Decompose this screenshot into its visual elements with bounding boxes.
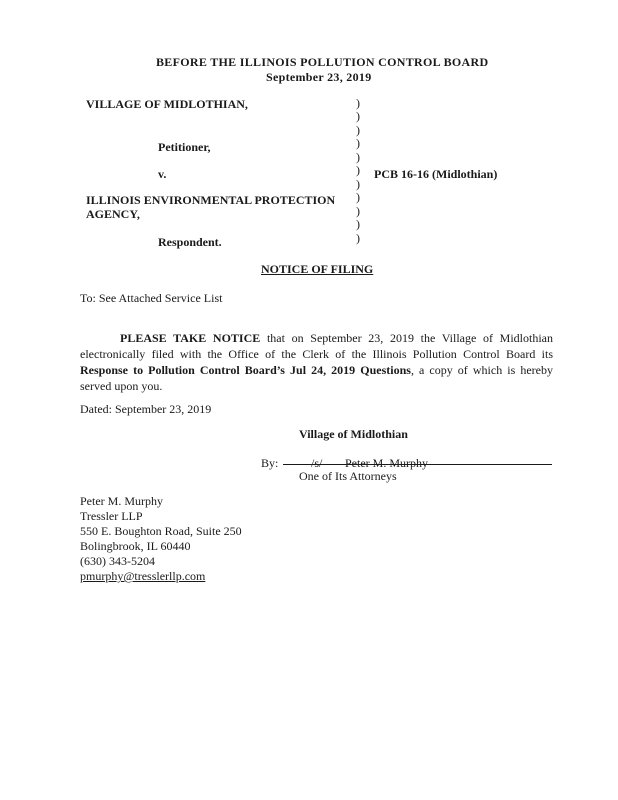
caption-paren-1: ) [356,96,360,110]
dated-line: Dated: September 23, 2019 [80,402,212,416]
please-take-notice: PLEASE TAKE NOTICE [120,331,261,345]
notice-body-part2: , a copy of which is hereby served upon you. [80,363,553,393]
signature-role: One of Its Attorneys [299,469,397,483]
header-date: September 23, 2019 [266,70,372,84]
petitioner-label: Petitioner, [158,140,211,154]
to-line: To: See Attached Service List [80,291,223,305]
respondent-name-line1: ILLINOIS ENVIRONMENTAL PROTECTION [86,193,336,207]
caption-paren-8: ) [356,190,360,204]
respondent-name-line2: AGENCY, [86,207,140,221]
notice-title: NOTICE OF FILING [261,262,374,276]
attorney-email-link[interactable]: pmurphy@tresslerllp.com [80,569,206,583]
caption-paren-11: ) [356,231,360,245]
caption-paren-3: ) [356,123,360,137]
signature-name: Peter M. Murphy [345,456,428,470]
caption-paren-10: ) [356,217,360,231]
caption-paren-9: ) [356,204,360,218]
signature-party: Village of Midlothian [299,427,408,441]
attorney-city: Bolingbrook, IL 60440 [80,539,191,553]
caption-paren-2: ) [356,109,360,123]
notice-paragraph [80,330,553,394]
attorney-name: Peter M. Murphy [80,494,163,508]
petitioner-name: VILLAGE OF MIDLOTHIAN, [86,97,248,111]
caption-paren-4: ) [356,136,360,150]
signature-line [283,464,552,465]
case-number: PCB 16-16 (Midlothian) [374,167,498,181]
attorney-address: 550 E. Boughton Road, Suite 250 [80,524,242,538]
versus-label: v. [158,167,167,181]
respondent-label: Respondent. [158,235,222,249]
caption-paren-5: ) [356,150,360,164]
signature-by-label: By: [261,456,279,470]
notice-body-part1: that on September 23, 2019 the Village of Midlothian electronically filed with the Office of the Clerk of the Illinois Pollution Control Board its [80,331,553,361]
response-title: Response to Pollution Control Board’s Jul 24, 2019 Questions [80,363,411,377]
attorney-firm: Tressler LLP [80,509,143,523]
caption-paren-7: ) [356,177,360,191]
caption-paren-6: ) [356,163,360,177]
board-title: BEFORE THE ILLINOIS POLLUTION CONTROL BOARD [156,55,489,69]
signature-slash-s: /s/ [311,456,323,470]
attorney-phone: (630) 343-5204 [80,554,155,568]
